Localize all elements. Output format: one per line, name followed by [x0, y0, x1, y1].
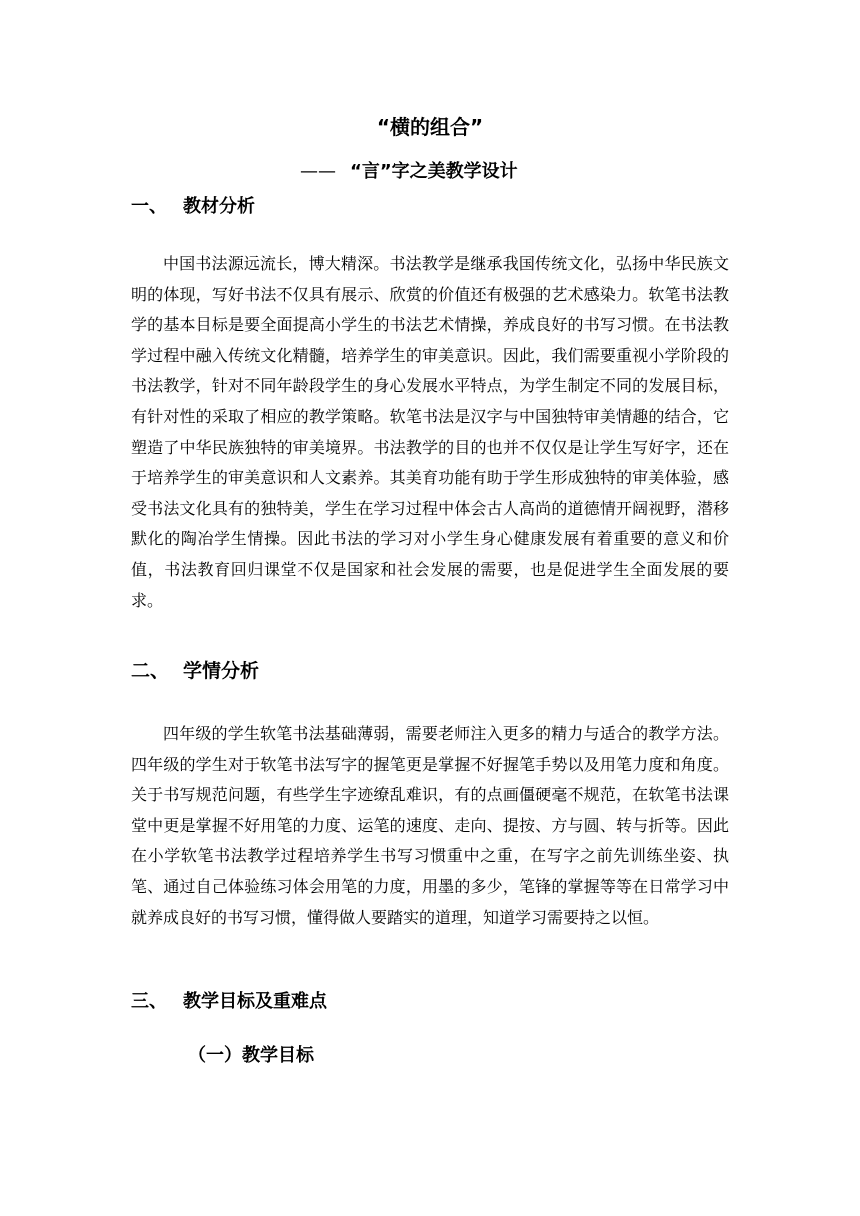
section-title: 教学目标及重难点 [183, 991, 327, 1012]
section-paragraph-students: 四年级的学生软笔书法基础薄弱，需要老师注入更多的精力与适合的教学方法。四年级的学生对于软笔书法写字的握笔更是掌握不好握笔手势以及用笔力度和角度。关于书写规范问题，有些学生字迹缭乱难识，有的点画僵硬毫不规范，在软笔书法课堂中更是掌握不好用笔的力度、运笔的速度、走向、提按、方与圆、转与折等。因此在小学软笔书法教学过程培养学生书写习惯重中之重，在写字之前先训练坐姿、执笔、通过自己体验练习体会用笔的力度，用墨的多少，笔锋的掌握等等在日常学习中就养成良好的书写习惯，懂得做人要踏实的道理，知道学习需要持之以恒。 [131, 724, 729, 927]
section-heading-students [131, 657, 259, 685]
subtitle-text: “言”字之美教学设计 [350, 161, 518, 182]
subtitle-dash: —— [300, 161, 336, 182]
document-title: “横的组合” [376, 115, 484, 139]
section-heading-objectives [131, 988, 327, 1016]
section-heading-materials [131, 193, 255, 221]
subsection-heading-teaching-goals: （一）教学目标 [188, 1045, 314, 1066]
section-number: 二、 [131, 660, 170, 682]
section-title: 学情分析 [183, 660, 260, 682]
section-paragraph-materials: 中国书法源远流长，博大精深。书法教学是继承我国传统文化，弘扬中华民族文明的体现，写好书法不仅具有展示、欣赏的价值还有极强的艺术感染力。软笔书法教学的基本目标是要全面提高小学生的书法艺术情操，养成良好的书写习惯。在书法教学过程中融入传统文化精髓，培养学生的审美意识。因此，我们需要重视小学阶段的书法教学，针对不同年龄段学生的身心发展水平特点，为学生制定不同的发展目标，有针对性的采取了相应的教学策略。软笔书法是汉字与中国独特审美情趣的结合，它塑造了中华民族独特的审美境界。书法教学的目的也并不仅仅是让学生写好字，还在于培养学生的审美意识和人文素养。其美育功能有助于学生形成独特的审美体验，感受书法文化具有的独特美，学生在学习过程中体会古人高尚的道德情开阔视野，潜移默化的陶冶学生情操。因此书法的学习对小学生身心健康发展有着重要的意义和价值，书法教育回归课堂不仅是国家和社会发展的需要，也是促进学生全面发展的要求。 [131, 254, 729, 610]
section-number: 三、 [131, 991, 167, 1012]
document-subtitle [300, 158, 518, 186]
section-number: 一、 [131, 196, 167, 217]
section-title: 教材分析 [183, 196, 255, 217]
